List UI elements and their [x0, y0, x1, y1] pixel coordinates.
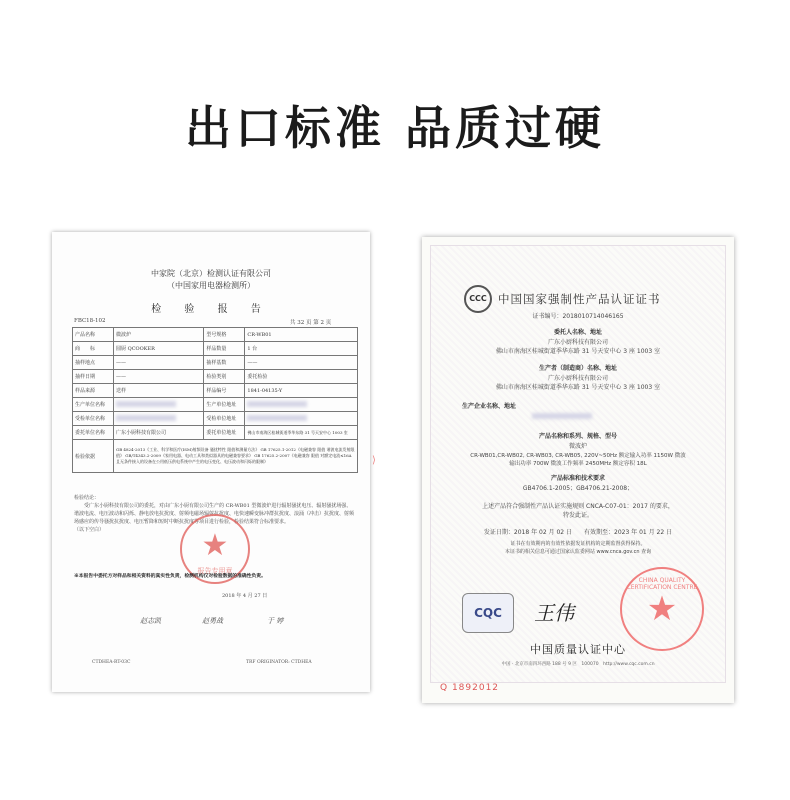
- conclusion-label: 检验结论：: [74, 495, 100, 501]
- table-row: [73, 370, 358, 384]
- serial-number: Q 1892012: [440, 683, 500, 693]
- row-key: 抽样地点: [73, 356, 114, 370]
- table-row: [73, 398, 358, 412]
- row-key: 样品来源: [73, 384, 114, 398]
- redacted-text: [116, 415, 176, 421]
- table-row: [73, 328, 358, 342]
- report-title: 检 验 报 告: [151, 304, 271, 315]
- maker-address: 佛山市南海区桂城街道季华东路 31 号天安中心 3 座 1003 室: [495, 384, 661, 391]
- row-value: 佛山市南海区桂城街道季华东路 31 号天安中心 1003 室: [245, 426, 358, 440]
- below-blank: （以下空白）: [74, 527, 105, 533]
- row-value: [245, 398, 358, 412]
- basis-label: 检验依据: [73, 440, 114, 473]
- signature-1: 赵志凯: [140, 617, 161, 625]
- factory-label: 生产企业名称、地址: [462, 403, 517, 410]
- row-value: 委托检验: [245, 370, 358, 384]
- compliance-text: 上述产品符合强制性产品认证实施规则 CNCA-C07-01：2017 的要求，: [482, 503, 674, 510]
- org-line-1: 中家院（北京）检测认证有限公司: [151, 269, 271, 278]
- row-key: 检验类别: [204, 370, 245, 384]
- red-mark: ⟩: [372, 455, 376, 466]
- footer-left: CTDHEA-RT-03C: [92, 660, 131, 665]
- signature: 王伟: [534, 601, 574, 625]
- row-key: 产品名称: [73, 328, 114, 342]
- table-row: [73, 356, 358, 370]
- cert-number: 证书编号：2018010714046165: [532, 313, 624, 320]
- certification-seal: [620, 567, 704, 651]
- standard-label: 产品标准和技术要求: [550, 475, 605, 482]
- certificate-title: 中国国家强制性产品认证证书: [498, 292, 661, 306]
- compliance-text-2: 特发此证。: [562, 512, 593, 519]
- seal-star-icon: ★: [646, 589, 678, 629]
- stamp-text: 报告专用章: [197, 567, 233, 575]
- row-key: 受检单位地址: [204, 412, 245, 426]
- test-report-document: [52, 232, 370, 692]
- row-value: [114, 412, 204, 426]
- row-key: 抽样日期: [73, 370, 114, 384]
- row-key: 样品数量: [204, 342, 245, 356]
- issue-date: 发证日期：2018 年 02 月 02 日 有效期至：2023 年 01 月 22 日: [483, 529, 673, 536]
- row-key: 抽样基数: [204, 356, 245, 370]
- signature-2: 赵勇战: [202, 617, 223, 625]
- conclusion-text: 受广东小厨科技有限公司的委托，对由广东小厨有限公司生产的 CR-WB01 型微波炉进行辐射骚扰电压、辐射骚扰场强、谐波电流、电压波动和闪烁、静电放电抗扰度、射频电磁场辐射抗扰度、电快速瞬变脉冲群抗扰度、浪涌（冲击）抗扰度、射频场感应的传导骚扰抗扰度、电压暂降和短时中断抗扰度等项目进行检验，检验结果符合标准要求。: [74, 503, 355, 525]
- row-value: 微波炉: [114, 328, 204, 342]
- report-number: FBC18-102: [74, 318, 106, 324]
- org-line-2: （中国家用电器检测所）: [167, 281, 255, 290]
- row-key: 生产单位名称: [73, 398, 114, 412]
- report-org: [52, 268, 370, 292]
- row-key: 商 标: [73, 342, 114, 356]
- row-key: 生产单位地址: [204, 398, 245, 412]
- row-value: [114, 398, 204, 412]
- row-value: 1 台: [245, 342, 358, 356]
- client-label: 委托人名称、地址: [553, 329, 602, 336]
- stamp-star-icon: ★: [201, 528, 229, 563]
- ccc-certificate-document: [422, 237, 734, 703]
- client-name: 广东小厨科技有限公司: [547, 339, 608, 346]
- row-key: 委托单位名称: [73, 426, 114, 440]
- notice: ※本报告中委托方对样品和相关资料的真实性负责，检测机构仅对检验数据的准确性负责。: [74, 573, 266, 579]
- validity-note: 证书在有效期内的有效性依据发证机构的定期监督获得保持。: [510, 541, 646, 547]
- factory-blur: [532, 413, 592, 421]
- row-value: ——: [245, 356, 358, 370]
- cqc-logo-icon: CQC: [462, 593, 514, 633]
- product-models: CR-WB01,CR-WB02, CR-WB03, CR-WB05, 220V~50Hz 额定输入功率 1150W 微波: [470, 453, 686, 459]
- headline: 出口标准 品质过硬: [184, 101, 605, 155]
- row-value: 1841-04135-Y: [245, 384, 358, 398]
- row-key: 型号规格: [204, 328, 245, 342]
- center-name: 中国质量认证中心: [530, 643, 626, 656]
- footer-right: TRF ORIGINATOR: CTDHEA: [246, 660, 312, 665]
- redacted-text: [116, 401, 176, 407]
- table-row: [73, 412, 358, 426]
- redacted-text: [247, 401, 307, 407]
- row-value: 圆厨 QCOOKER: [114, 342, 204, 356]
- query-note: 本证书的相关信息可通过国家认监委网站 www.cnca.gov.cn 查询: [504, 549, 652, 555]
- signature-3: 于 婷: [267, 617, 284, 625]
- row-value: CR-WB01: [245, 328, 358, 342]
- row-value: ——: [114, 370, 204, 384]
- client-address: 佛山市南海区桂城街道季华东路 31 号天安中心 3 座 1003 室: [495, 348, 661, 355]
- report-date: 2018 年 4 月 27 日: [222, 593, 268, 599]
- table-row: [73, 384, 358, 398]
- report-info-table: [72, 327, 358, 473]
- table-row: [73, 342, 358, 356]
- maker-name: 广东小厨科技有限公司: [547, 375, 608, 382]
- row-value: [245, 412, 358, 426]
- row-key: 样品编号: [204, 384, 245, 398]
- table-row: [73, 440, 358, 473]
- row-key: 受检单位名称: [73, 412, 114, 426]
- product-label: 产品名称和系列、规格、型号: [538, 433, 617, 440]
- maker-label: 生产者（制造商）名称、地址: [538, 365, 617, 372]
- row-value: 送样: [114, 384, 204, 398]
- row-value: 广东小厨科技有限公司: [114, 426, 204, 440]
- product-name: 微波炉: [568, 443, 587, 450]
- seal-text: CHINA QUALITY CERTIFICATION CENTRE: [626, 577, 698, 591]
- row-value: ——: [114, 356, 204, 370]
- redacted-text: [247, 415, 307, 421]
- basis-text: GB 4824-2013《工业、科学和医疗(ISM)射频设备 骚扰特性 限值和测量方法》 GB 17625.1-2012《电磁兼容 限值 谐波电流发射限值》 GB/T4343.2-2009《家用电器、电动工具和类似器具的电磁兼容要求》 GB 17625.2-2007《电磁兼容 限值 对额定电流≤16A 且无条件接入的设备在公用低压供电系统中产生的电压变化、电压波动和闪烁的限制》: [114, 440, 358, 473]
- table-row: [73, 426, 358, 440]
- standard-text: GB4706.1-2005；GB4706.21-2008；: [522, 485, 634, 492]
- center-address: 中国 · 北京市南四环西路 188 号 9 区 100070 http://www.cqc.com.cn: [501, 662, 655, 667]
- report-page-info: 共 32 页 第 2 页: [290, 320, 332, 326]
- ccc-logo-icon: CCC: [464, 285, 492, 313]
- product-models-2: 输出功率 700W 微波工作频率 2450MHz 额定容积 18L: [509, 461, 647, 467]
- row-key: 委托单位地址: [204, 426, 245, 440]
